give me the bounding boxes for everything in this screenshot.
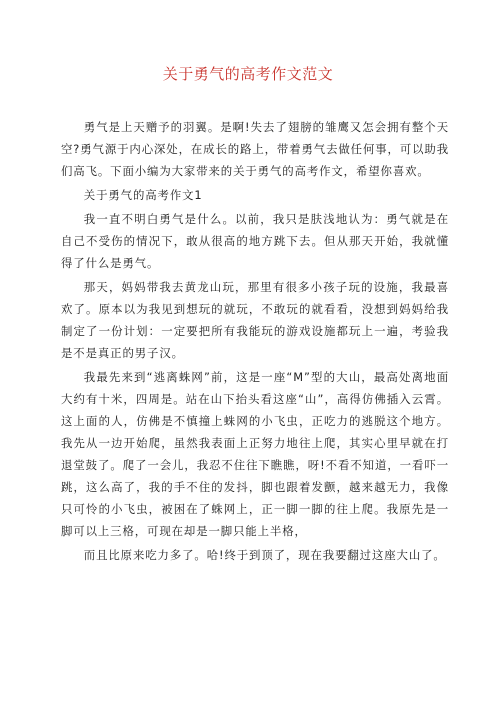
document-title: 关于勇气的高考作文范文: [162, 65, 334, 83]
document-body: [61, 116, 449, 568]
paragraph: 而且比原来吃力多了。哈!终于到顶了，现在我要翻过这座大山了。: [83, 548, 446, 562]
paragraph-intro: 勇气是上天赠予的羽翼。是啊!失去了翅膀的雏鹰又怎会拥有整个天空?勇气源于内心深处，在成长的路上，带着勇气去做任何事，可以助我们高飞。下面小编为大家带来的关于勇气的高考作文，希望你喜欢。: [61, 120, 449, 178]
paragraph: 我一直不明白勇气是什么。以前，我只是肤浅地认为：勇气就是在自己不受伤的情况下，敢从很高的地方跳下去。但从那天开始，我就懂得了什么是勇气。: [61, 212, 449, 270]
paragraph: 那天，妈妈带我去黄龙山玩，那里有很多小孩子玩的设施，我最喜欢了。原本以为我见到想玩的就玩，不敢玩的就看看，没想到妈妈给我制定了一份计划：一定要把所有我能玩的游戏设施都玩上一遍，考验我是不是真正的男子汉。: [61, 280, 449, 360]
paragraph: 我最先来到“逃离蛛网”前，这是一座“M”型的大山，最高处离地面大约有十米，四周是。站在山下抬头看这座“山”，高得仿佛插入云霄。这上面的人，仿佛是不慎撞上蛛网的小飞虫，正吃力的逃脱这个地方。我先从一边开始爬，虽然我表面上正努力地往上爬，其实心里早就在打退堂鼓了。爬了一会儿，我忍不住往下瞧瞧，呀!不看不知道，一看吓一跳，这么高了，我的手不住的发抖，脚也跟着发颤，越来越无力，我像只可怜的小飞虫，被困在了蛛网上，正一脚一脚的往上爬。我原先是一脚可以上三格，可现在却是一脚只能上半格，: [61, 370, 449, 538]
section-heading: 关于勇气的高考作文1: [83, 188, 203, 202]
